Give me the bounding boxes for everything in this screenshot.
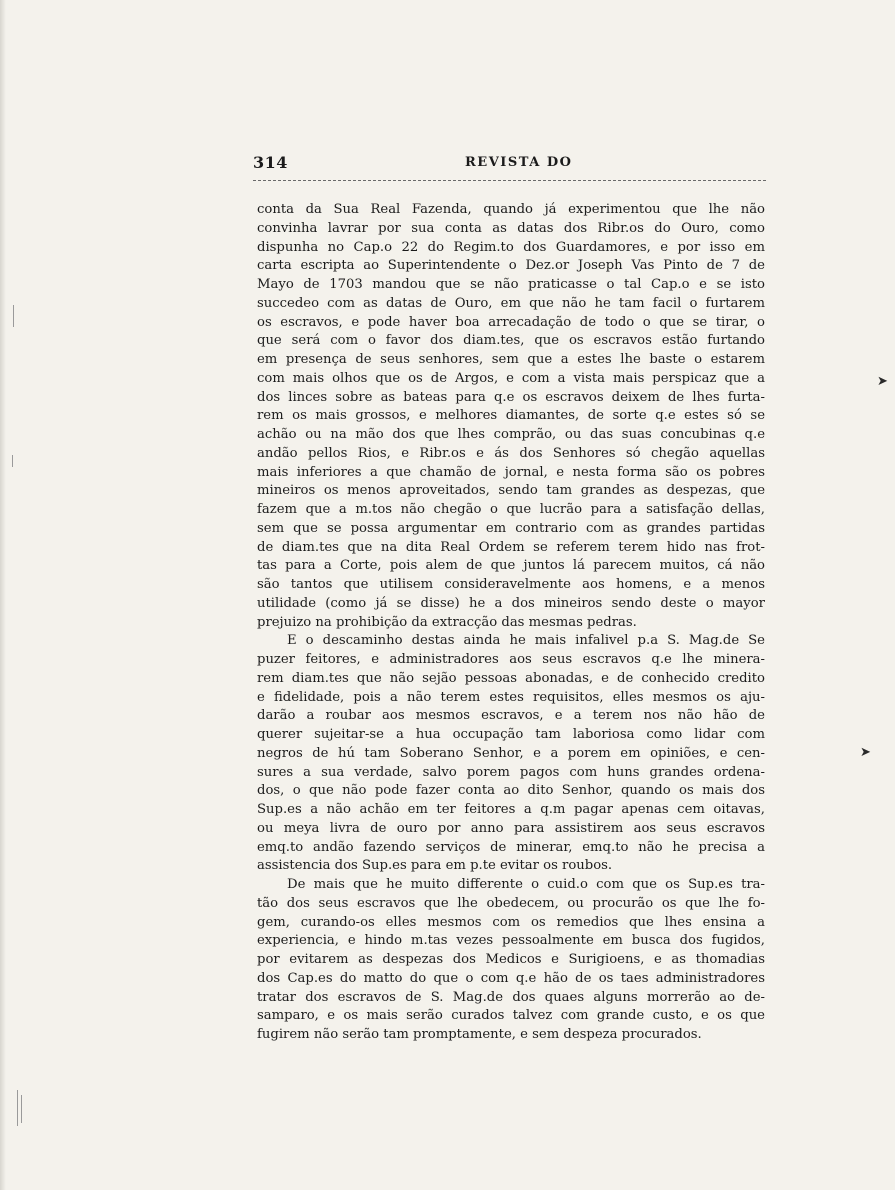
text-line: assistencia dos Sup.es para em p.te evitar os roubos. xyxy=(257,858,613,874)
text-line: mais inferiores a que chamão de jornal, e nesta forma são os pobres xyxy=(257,464,765,480)
text-line: tas para a Corte, pois alem de que juntos lá parecem muitos, cá não xyxy=(257,558,765,574)
scan-edge-mark xyxy=(13,305,14,327)
text-line: com mais olhos que os de Argos, e com a vista mais perspicaz que a xyxy=(257,370,765,386)
text-line: andão pellos Rios, e Ribr.os e ás dos Senhores só chegão aquellas xyxy=(257,445,765,461)
scan-edge-mark xyxy=(12,455,13,467)
scan-edge-mark xyxy=(21,1095,22,1123)
text-line: darão a roubar aos mesmos escravos, e a terem nos não hão de xyxy=(257,708,765,724)
text-line: em presença de seus senhores, sem que a estes lhe baste o estarem xyxy=(257,352,765,367)
text-line: succedeo com as datas de Ouro, em que não he tam facil o furtarem xyxy=(257,295,765,311)
scan-edge-mark xyxy=(17,1090,18,1126)
text-line: negros de hú tam Soberano Senhor, e a porem em opiniões, e cen- xyxy=(257,745,765,761)
text-line: fazem que a m.tos não chegão o que lucrão para a satisfação dellas, xyxy=(257,502,765,517)
text-line: querer sujeitar-se a hua occupação tam laboriosa como lidar com xyxy=(257,727,765,742)
page-edge-shadow xyxy=(0,0,6,1190)
text-line: carta escripta ao Superintendente o Dez.or Joseph Vas Pinto de 7 de xyxy=(257,258,765,274)
text-line: conta da Sua Real Fazenda, quando já experimentou que lhe não xyxy=(257,202,765,217)
page-header xyxy=(253,153,767,175)
text-line: rem os mais grossos, e melhores diamantes, de sorte q.e estes só se xyxy=(257,408,765,424)
text-line: Mayo de 1703 mandou que se não praticasse o tal Cap.o e se isto xyxy=(257,277,765,292)
text-line: achão ou na mão dos que lhes comprão, ou das suas concubinas q.e xyxy=(257,427,765,442)
text-line: De mais que he muito differente o cuid.o com que os Sup.es tra- xyxy=(287,877,765,892)
paragraph xyxy=(257,876,765,1045)
text-line: dos Cap.es do matto do que o com q.e hão de os taes administradores xyxy=(257,970,765,986)
text-line: experiencia, e hindo m.tas vezes pessoalmente em busca dos fugidos, xyxy=(257,933,765,949)
margin-mark-arrow-icon: ➤ xyxy=(877,374,888,389)
text-line: por evitarem as despezas dos Medicos e Surigioens, e as thomadias xyxy=(257,952,765,967)
running-title: REVISTA DO xyxy=(465,155,573,170)
text-line: que será com o favor dos diam.tes, que os escravos estão furtando xyxy=(257,333,765,349)
paragraph xyxy=(257,201,765,632)
text-line: prejuizo na prohibição da extracção das mesmas pedras. xyxy=(257,614,637,630)
text-line: dispunha no Cap.o 22 do Regim.to dos Guardamores, e por isso em xyxy=(257,239,765,255)
text-line: emq.to andão fazendo serviços de minerar, emq.to não he precisa a xyxy=(257,839,765,855)
text-line: samparo, e os mais serão curados talvez com grande custo, e os que xyxy=(257,1008,765,1024)
text-line: são tantos que utilisem consideravelmente aos homens, e a menos xyxy=(257,577,765,592)
text-line: utilidade (como já se disse) he a dos mineiros sendo deste o mayor xyxy=(257,595,765,611)
page-number: 314 xyxy=(253,153,288,172)
text-line: mineiros os menos aproveitados, sendo tam grandes as despezas, que xyxy=(257,483,765,499)
text-line: dos linces sobre as bateas para q.e os escravos deixem de lhes furta- xyxy=(257,389,765,405)
paragraph xyxy=(257,632,765,876)
text-line: Sup.es a não achão em ter feitores a q.m pagar apenas cem oitavas, xyxy=(257,802,765,817)
text-line: tratar dos escravos de S. Mag.de dos quaes alguns morrerão ao de- xyxy=(257,989,765,1005)
text-line: gem, curando-os elles mesmos com os remedios que lhes ensina a xyxy=(257,914,765,930)
body-text xyxy=(257,201,765,1045)
text-line: dos, o que não pode fazer conta ao dito Senhor, quando os mais dos xyxy=(257,783,765,799)
text-line: sures a sua verdade, salvo porem pagos com huns grandes ordena- xyxy=(257,764,765,780)
text-line: fugirem não serão tam promptamente, e sem despeza procurados. xyxy=(257,1027,702,1042)
text-line: de diam.tes que na dita Real Ordem se referem terem hido nas frot- xyxy=(257,539,765,555)
text-line: rem diam.tes que não sejão pessoas abonadas, e de conhecido credito xyxy=(257,670,765,686)
margin-mark-arrow-icon: ➤ xyxy=(860,745,871,760)
text-line: puzer feitores, e administradores aos seus escravos q.e lhe minera- xyxy=(257,652,765,667)
text-line: sem que se possa argumentar em contrario com as grandes partidas xyxy=(257,520,765,536)
text-line: E o descaminho destas ainda he mais infalivel p.a S. Mag.de Se xyxy=(287,633,765,649)
text-line: e fidelidade, pois a não terem estes requisitos, elles mesmos os aju- xyxy=(257,689,765,705)
text-line: tão dos seus escravos que lhe obedecem, ou procurão os que lhe fo- xyxy=(257,895,765,911)
text-line: convinha lavrar por sua conta as datas dos Ribr.os do Ouro, como xyxy=(257,220,765,236)
text-line: ou meya livra de ouro por anno para assistirem aos seus escravos xyxy=(257,820,765,836)
header-rule xyxy=(253,180,766,181)
text-line: os escravos, e pode haver boa arrecadação de todo o que se tirar, o xyxy=(257,314,765,330)
